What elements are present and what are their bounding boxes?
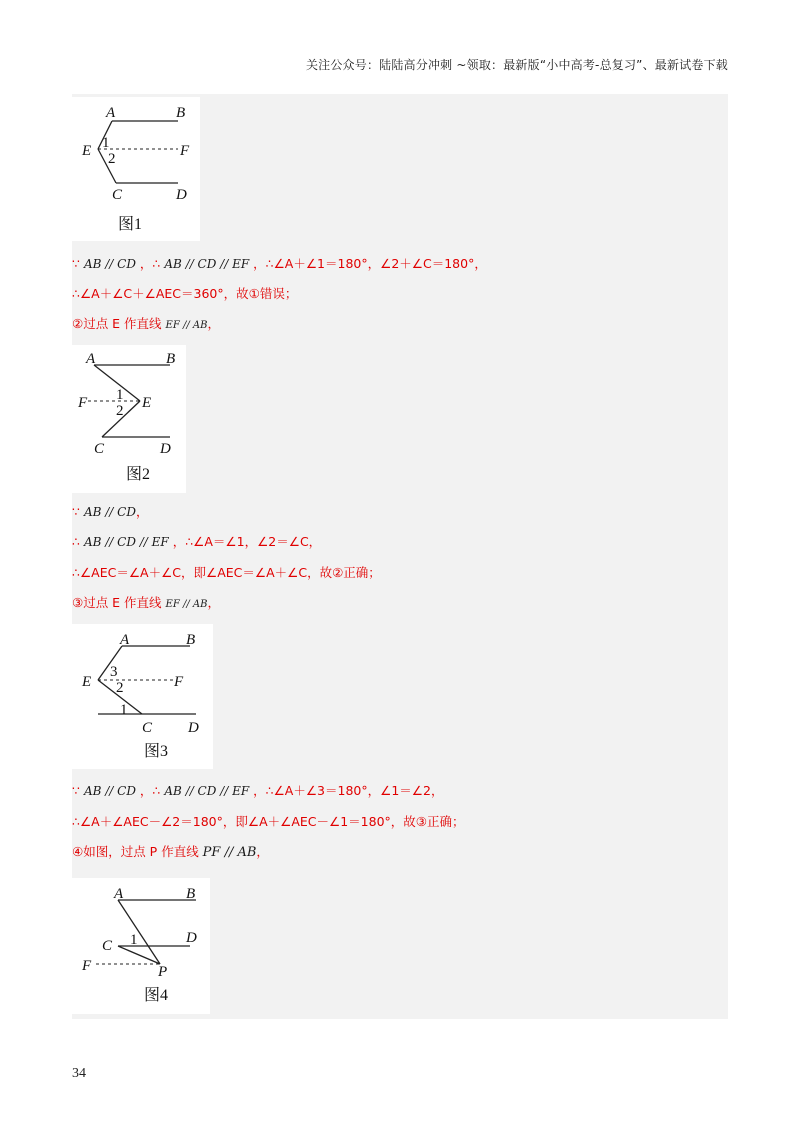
angle-2-label: 2	[116, 403, 124, 419]
label-a: A	[120, 632, 130, 648]
label-c: C	[112, 187, 123, 203]
figure-3	[72, 624, 213, 769]
label-d: D	[188, 720, 199, 736]
solution-line-7: ③过点 E 作直线 EF // AB，	[72, 595, 220, 610]
label-p: P	[158, 964, 168, 980]
page-header: 关注公众号：陆陆高分冲刺 ~领取：最新版“小中高考-总复习”、最新试卷下载	[305, 58, 728, 72]
figure-1-diagram	[72, 97, 200, 241]
solution-line-8: ∵ AB // CD ，∴ AB // CD // EF ，∴∠A＋∠3＝180°，∠1＝∠2，	[72, 783, 444, 798]
figure-caption: 图3	[144, 743, 169, 760]
label-a: A	[86, 351, 96, 367]
label-f: F	[180, 143, 190, 159]
label-c: C	[142, 720, 153, 736]
solution-line-9: ∴∠A＋∠AEC－∠2＝180°，即∠A＋∠AEC－∠1＝180°，故③正确；	[72, 814, 465, 829]
angle-2-label: 2	[116, 680, 124, 696]
label-b: B	[186, 632, 196, 648]
figure-4-diagram	[72, 878, 210, 1014]
solution-line-3: ②过点 E 作直线 EF // AB，	[72, 316, 220, 331]
label-d: D	[186, 930, 197, 946]
angle-1-label: 1	[120, 702, 128, 718]
figure-3-diagram	[72, 624, 213, 769]
figure-1	[72, 97, 200, 241]
label-c: C	[94, 441, 105, 457]
label-d: D	[176, 187, 187, 203]
angle-2-label: 2	[108, 151, 116, 167]
label-d: D	[160, 441, 171, 457]
angle-1-label: 1	[130, 932, 138, 948]
label-b: B	[166, 351, 176, 367]
angle-3-label: 3	[110, 664, 118, 680]
label-e: E	[142, 395, 152, 411]
label-b: B	[176, 105, 186, 121]
figure-2	[72, 345, 186, 493]
label-c: C	[102, 938, 113, 954]
figure-4	[72, 878, 210, 1014]
angle-1-label: 1	[116, 387, 124, 403]
page-number: 34	[72, 1066, 86, 1081]
solution-line-10: ④如图，过点 P 作直线 PF // AB，	[72, 844, 269, 860]
solution-line-5: ∴ AB // CD // EF ，∴∠A＝∠1，∠2＝∠C，	[72, 534, 322, 549]
figure-caption: 图4	[144, 987, 169, 1004]
solution-line-4: ∵ AB // CD，	[72, 504, 149, 519]
label-f: F	[82, 958, 92, 974]
label-e: E	[82, 143, 92, 159]
label-f: F	[174, 674, 184, 690]
angle-1-label: 1	[102, 135, 110, 151]
label-e: E	[82, 674, 92, 690]
figure-caption: 图2	[126, 466, 151, 483]
label-a: A	[106, 105, 116, 121]
label-a: A	[114, 886, 124, 902]
solution-line-6: ∴∠AEC＝∠A＋∠C，即∠AEC＝∠A＋∠C，故②正确；	[72, 565, 381, 580]
label-f: F	[78, 395, 88, 411]
solution-line-1: ∵ AB // CD ，∴ AB // CD // EF ，∴∠A＋∠1＝180°，∠2＋∠C＝180°，	[72, 256, 487, 271]
figure-caption: 图1	[118, 216, 143, 233]
label-b: B	[186, 886, 196, 902]
solution-line-2: ∴∠A＋∠C＋∠AEC＝360°，故①错误；	[72, 286, 298, 301]
figure-2-diagram	[72, 345, 186, 493]
